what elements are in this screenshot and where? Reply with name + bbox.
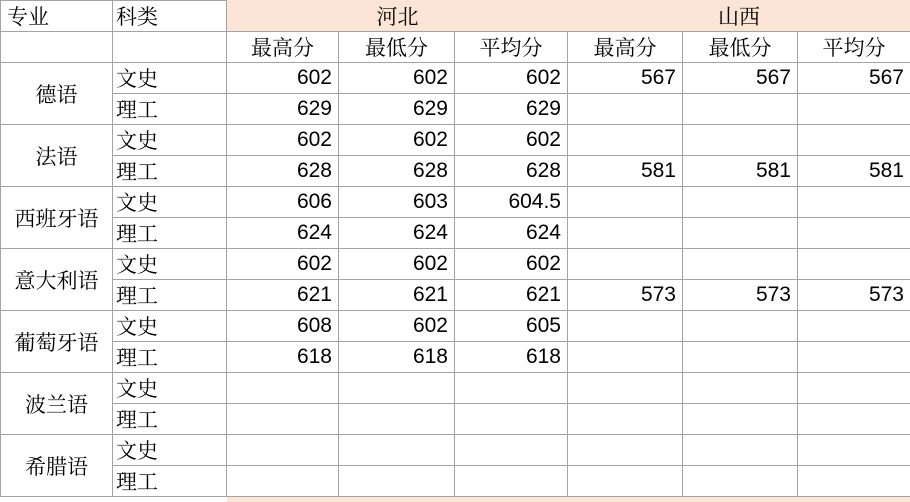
score-cell[interactable]: 621 (455, 280, 568, 311)
province-header-row (0, 0, 910, 32)
major-cell[interactable]: 希腊语 (0, 435, 113, 497)
data-row (0, 94, 910, 125)
score-cell[interactable]: 567 (683, 63, 798, 94)
major-cell[interactable]: 意大利语 (0, 249, 113, 311)
data-row (0, 280, 910, 311)
score-cell[interactable]: 628 (455, 156, 568, 187)
category-cell[interactable]: 文史 (113, 63, 227, 94)
partial-next-header-fill (227, 497, 910, 502)
score-cell[interactable]: 628 (339, 156, 455, 187)
category-cell[interactable]: 文史 (113, 187, 227, 218)
score-cell[interactable] (339, 435, 455, 466)
data-row (0, 466, 910, 497)
score-cell[interactable]: 629 (339, 94, 455, 125)
data-row (0, 404, 910, 435)
score-cell[interactable] (683, 342, 798, 373)
score-cell[interactable] (683, 125, 798, 156)
major-column-header[interactable]: 专业 (0, 0, 113, 32)
category-cell[interactable]: 理工 (113, 156, 227, 187)
score-cell[interactable] (683, 218, 798, 249)
score-cell[interactable] (683, 311, 798, 342)
score-cell[interactable]: 618 (339, 342, 455, 373)
score-cell[interactable]: 602 (339, 311, 455, 342)
metric-header-min[interactable]: 最低分 (339, 32, 455, 63)
score-cell[interactable] (683, 187, 798, 218)
score-cell[interactable]: 628 (227, 156, 339, 187)
score-cell[interactable]: 573 (683, 280, 798, 311)
score-cell[interactable]: 602 (227, 125, 339, 156)
score-cell[interactable] (568, 94, 683, 125)
score-cell[interactable]: 602 (455, 249, 568, 280)
metric-header-avg[interactable]: 平均分 (455, 32, 568, 63)
score-cell[interactable] (798, 466, 910, 497)
score-cell[interactable] (798, 187, 910, 218)
score-cell[interactable]: 621 (227, 280, 339, 311)
score-cell[interactable] (568, 249, 683, 280)
score-cell[interactable]: 567 (568, 63, 683, 94)
score-cell[interactable]: 573 (798, 280, 910, 311)
score-cell[interactable] (683, 249, 798, 280)
score-cell[interactable] (683, 404, 798, 435)
category-cell[interactable]: 文史 (113, 249, 227, 280)
score-cell[interactable] (798, 373, 910, 404)
major-cell[interactable]: 德语 (0, 63, 113, 125)
metric-header-avg[interactable]: 平均分 (798, 32, 910, 63)
score-cell[interactable] (455, 435, 568, 466)
category-cell[interactable]: 文史 (113, 373, 227, 404)
score-cell[interactable] (227, 373, 339, 404)
score-cell[interactable] (455, 404, 568, 435)
major-cell[interactable]: 西班牙语 (0, 187, 113, 249)
score-cell[interactable] (227, 404, 339, 435)
score-cell[interactable]: 602 (339, 125, 455, 156)
empty-cell[interactable] (113, 32, 227, 63)
score-cell[interactable] (568, 125, 683, 156)
score-cell[interactable]: 603 (339, 187, 455, 218)
score-cell[interactable] (683, 435, 798, 466)
score-cell[interactable] (798, 94, 910, 125)
metric-header-max[interactable]: 最高分 (227, 32, 339, 63)
data-row (0, 311, 910, 342)
major-cell[interactable]: 葡萄牙语 (0, 311, 113, 373)
empty-cell[interactable] (0, 32, 113, 63)
score-cell[interactable]: 581 (568, 156, 683, 187)
score-cell[interactable] (683, 466, 798, 497)
score-cell[interactable]: 602 (455, 63, 568, 94)
score-cell[interactable]: 608 (227, 311, 339, 342)
score-cell[interactable] (568, 404, 683, 435)
partial-next-row (0, 497, 910, 502)
score-cell[interactable] (568, 311, 683, 342)
score-cell[interactable] (227, 435, 339, 466)
province-header-hebei[interactable]: 河北 (227, 0, 568, 32)
category-cell[interactable]: 理工 (113, 218, 227, 249)
score-cell[interactable]: 602 (227, 249, 339, 280)
score-cell[interactable] (798, 342, 910, 373)
score-cell[interactable]: 567 (798, 63, 910, 94)
score-cell[interactable] (568, 342, 683, 373)
score-cell[interactable] (568, 218, 683, 249)
metric-header-row (0, 32, 910, 63)
data-row (0, 187, 910, 218)
score-cell[interactable]: 624 (339, 218, 455, 249)
category-column-header[interactable]: 科类 (113, 0, 227, 32)
score-cell[interactable] (568, 466, 683, 497)
category-cell[interactable]: 文史 (113, 435, 227, 466)
category-cell[interactable]: 理工 (113, 280, 227, 311)
score-cell[interactable] (683, 373, 798, 404)
score-cell[interactable] (568, 435, 683, 466)
score-cell[interactable]: 581 (683, 156, 798, 187)
score-cell[interactable]: 629 (455, 94, 568, 125)
score-cell[interactable]: 606 (227, 187, 339, 218)
major-cell[interactable]: 波兰语 (0, 373, 113, 435)
data-row (0, 63, 910, 94)
data-row (0, 218, 910, 249)
score-cell[interactable] (798, 218, 910, 249)
score-cell[interactable]: 602 (339, 63, 455, 94)
data-row (0, 249, 910, 280)
score-cell[interactable] (227, 466, 339, 497)
data-row (0, 373, 910, 404)
category-cell[interactable]: 文史 (113, 311, 227, 342)
score-cell[interactable]: 604.5 (455, 187, 568, 218)
data-row (0, 342, 910, 373)
score-cell[interactable]: 618 (455, 342, 568, 373)
score-cell[interactable]: 573 (568, 280, 683, 311)
metric-header-max[interactable]: 最高分 (568, 32, 683, 63)
data-row (0, 156, 910, 187)
score-cell[interactable] (455, 466, 568, 497)
score-cell[interactable]: 581 (798, 156, 910, 187)
metric-header-min[interactable]: 最低分 (683, 32, 798, 63)
score-cell[interactable] (455, 373, 568, 404)
province-header-shanxi[interactable]: 山西 (568, 0, 910, 32)
score-cell[interactable] (339, 404, 455, 435)
category-cell[interactable]: 理工 (113, 404, 227, 435)
category-cell[interactable]: 文史 (113, 125, 227, 156)
category-cell[interactable]: 理工 (113, 466, 227, 497)
category-cell[interactable]: 理工 (113, 94, 227, 125)
data-row (0, 125, 910, 156)
score-cell[interactable] (568, 373, 683, 404)
score-cell[interactable]: 621 (339, 280, 455, 311)
score-cell[interactable] (568, 187, 683, 218)
data-row (0, 435, 910, 466)
score-cell[interactable]: 624 (227, 218, 339, 249)
score-cell[interactable] (339, 466, 455, 497)
score-cell[interactable] (798, 311, 910, 342)
category-cell[interactable]: 理工 (113, 342, 227, 373)
score-cell[interactable]: 602 (227, 63, 339, 94)
score-cell[interactable]: 605 (455, 311, 568, 342)
score-cell[interactable] (798, 404, 910, 435)
score-cell[interactable] (798, 125, 910, 156)
score-cell[interactable] (798, 249, 910, 280)
partial-row-left (0, 497, 227, 502)
score-cell[interactable] (798, 435, 910, 466)
major-cell[interactable]: 法语 (0, 125, 113, 187)
score-cell[interactable]: 602 (339, 249, 455, 280)
score-cell[interactable] (683, 94, 798, 125)
score-cell[interactable]: 624 (455, 218, 568, 249)
score-cell[interactable]: 618 (227, 342, 339, 373)
score-cell[interactable] (339, 373, 455, 404)
score-cell[interactable]: 602 (455, 125, 568, 156)
score-cell[interactable]: 629 (227, 94, 339, 125)
